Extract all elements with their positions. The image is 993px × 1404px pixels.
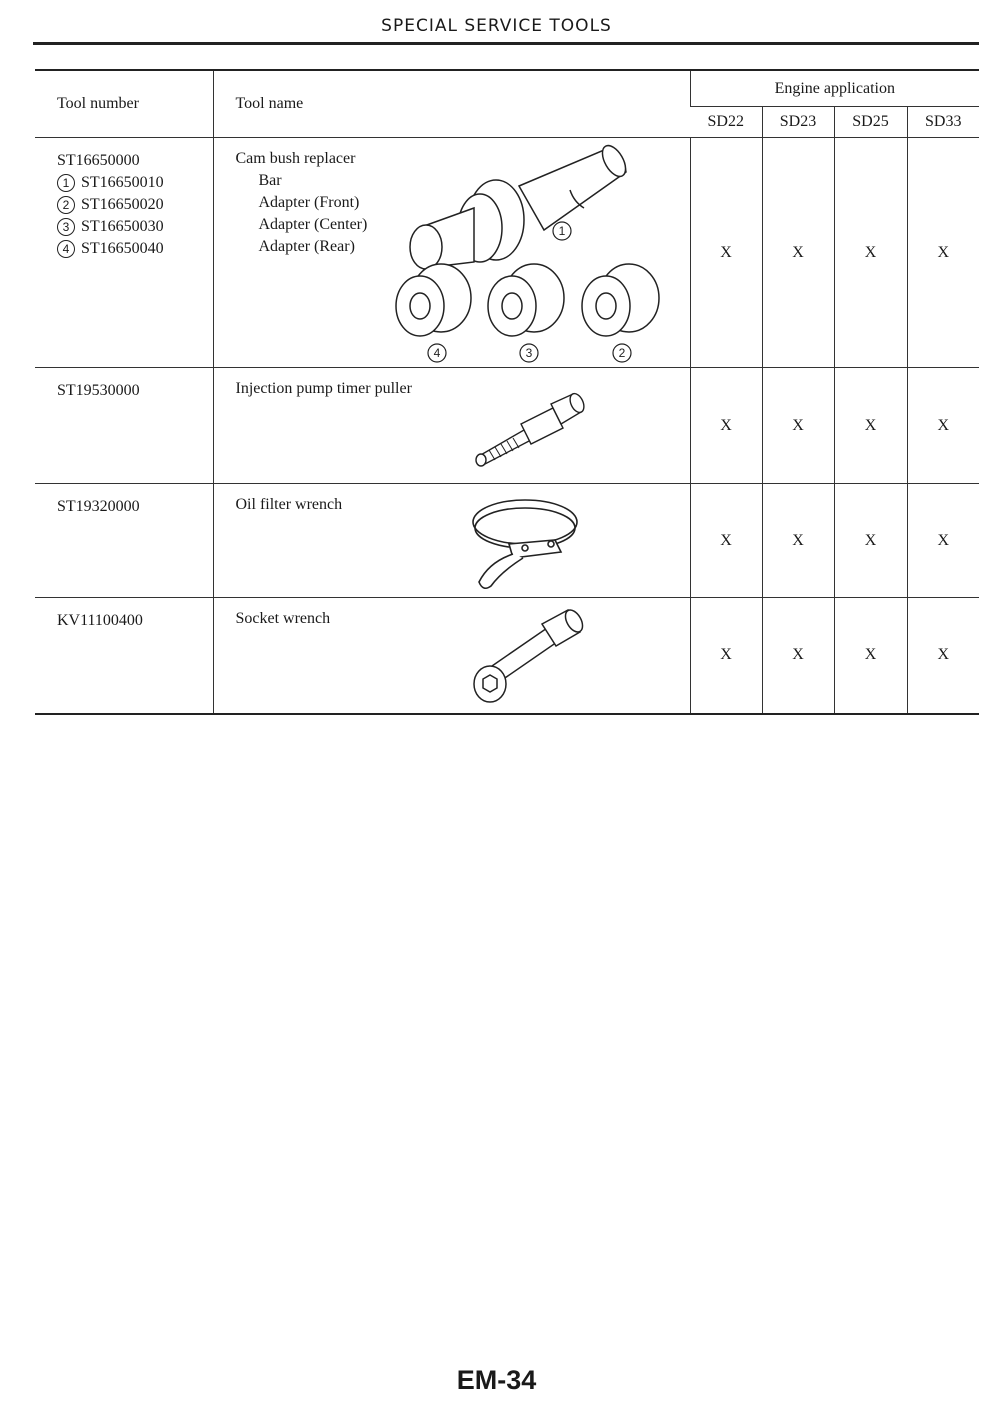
tool-name-cell [213,368,690,484]
mark-sd23: X [762,138,834,368]
part-name: Adapter (Center) [258,216,368,233]
title-rule [33,42,979,45]
tool-number: ST19320000 [57,498,140,515]
part-number: ST16650010 [81,174,164,191]
mark-sd23: X [762,598,834,714]
header-tool-number: Tool number [35,70,213,138]
mark-sd33: X [907,368,979,484]
tool-name: Injection pump timer puller [235,380,412,397]
table-row [35,484,979,598]
part-callout: 4 [57,240,75,258]
table-row [35,598,979,714]
tool-name: Oil filter wrench [235,496,343,513]
page-title: SPECIAL SERVICE TOOLS [381,16,612,36]
part-callout: 3 [57,218,75,236]
mark-sd23: X [762,368,834,484]
tool-name: Socket wrench [235,610,331,627]
mark-sd25: X [834,598,907,714]
part-callout: 2 [57,196,75,214]
tool-name: Cam bush replacer [235,150,356,167]
part-number-row [57,194,213,216]
mark-sd33: X [907,598,979,714]
tool-name-cell [213,138,690,368]
tool-number-cell [35,368,213,484]
special-tools-table [35,69,979,715]
callout-2: 2 [618,346,625,360]
tool-number-cell [35,138,213,368]
mark-sd22: X [690,484,762,598]
timer-puller-illustration [469,388,599,468]
mark-sd22: X [690,138,762,368]
header-tool-name: Tool name [213,70,690,138]
tool-name-cell [213,598,690,714]
page-number: EM-34 [456,1365,537,1395]
callout-4: 4 [433,346,440,360]
mark-sd25: X [834,138,907,368]
socket-wrench-illustration [472,606,592,706]
table-row [35,368,979,484]
part-callout: 1 [57,174,75,192]
cam-bush-replacer-illustration [374,138,674,366]
part-name: Adapter (Front) [258,194,360,211]
part-number-row [57,238,213,260]
mark-sd22: X [690,368,762,484]
table-row [35,138,979,368]
part-number-row [57,172,213,194]
mark-sd23: X [762,484,834,598]
tool-number: ST19530000 [57,382,140,399]
mark-sd25: X [834,368,907,484]
header-engine-application: Engine application [690,70,979,107]
tool-number-cell [35,598,213,714]
header-engine-sd22: SD22 [690,107,762,138]
mark-sd22: X [690,598,762,714]
header-engine-sd25: SD25 [834,107,907,138]
part-number-row [57,216,213,238]
part-number: ST16650030 [81,218,164,235]
header-engine-sd33: SD33 [907,107,979,138]
part-number: ST16650020 [81,196,164,213]
callout-3: 3 [525,346,532,360]
mark-sd33: X [907,138,979,368]
part-number: ST16650040 [81,240,164,257]
tool-number: KV11100400 [57,612,143,629]
mark-sd33: X [907,484,979,598]
tool-number: ST16650000 [57,152,140,169]
tool-number-cell [35,484,213,598]
header-engine-sd23: SD23 [762,107,834,138]
oil-filter-wrench-illustration [469,492,589,596]
callout-1: 1 [558,224,565,238]
mark-sd25: X [834,484,907,598]
tool-name-cell [213,484,690,598]
part-name: Bar [258,172,282,189]
part-name: Adapter (Rear) [258,238,355,255]
